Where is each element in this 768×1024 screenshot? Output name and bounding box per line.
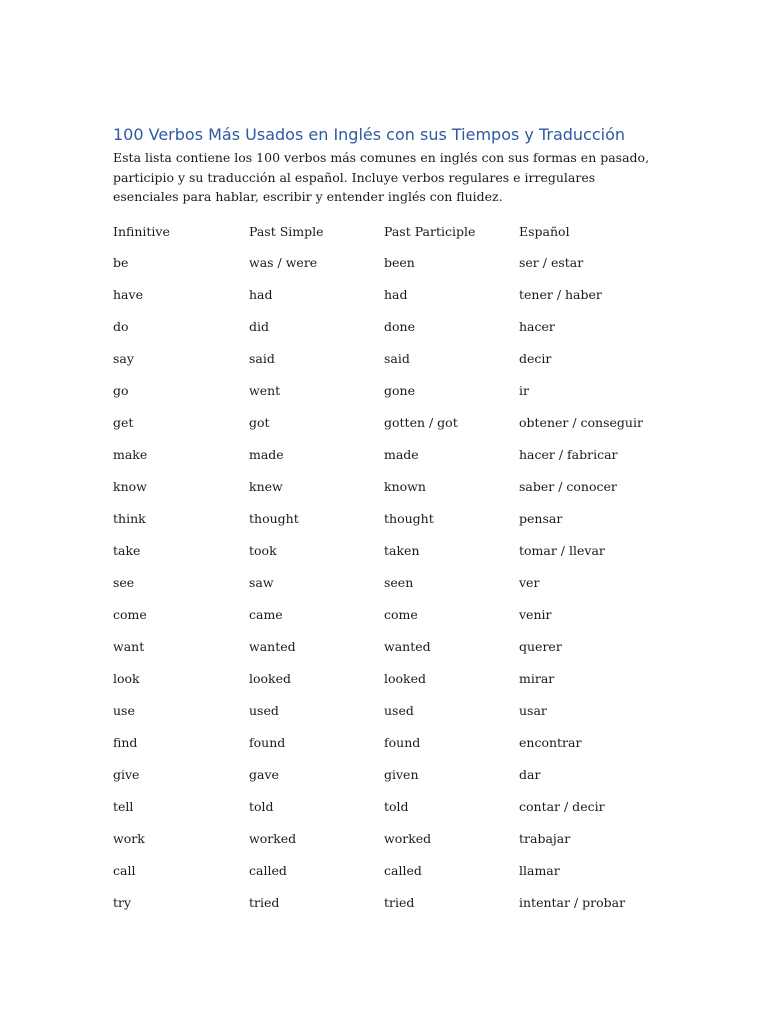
cell-past-simple: knew [249, 479, 283, 494]
cell-past-simple: saw [249, 575, 274, 590]
table-row [113, 439, 669, 471]
cell-past-simple: took [249, 543, 277, 558]
table-row [113, 887, 669, 919]
table-row [113, 727, 669, 759]
cell-espanol: mirar [519, 671, 555, 686]
cell-past-participle: called [384, 863, 422, 878]
header-espanol: Español [519, 224, 570, 239]
cell-espanol: trabajar [519, 831, 571, 846]
cell-past-participle: come [384, 607, 418, 622]
header-infinitive: Infinitive [113, 224, 170, 239]
cell-past-simple: went [249, 383, 281, 398]
cell-past-simple: gave [249, 767, 279, 782]
cell-infinitive: have [113, 287, 143, 302]
table-row [113, 663, 669, 695]
verbs-table [113, 217, 669, 919]
cell-infinitive: work [113, 831, 145, 846]
cell-past-participle: gone [384, 383, 415, 398]
table-row [113, 823, 669, 855]
cell-infinitive: want [113, 639, 145, 654]
cell-past-participle: gotten / got [384, 415, 458, 430]
cell-past-simple: worked [249, 831, 297, 846]
cell-espanol: tomar / llevar [519, 543, 605, 558]
table-row [113, 407, 669, 439]
cell-past-participle: used [384, 703, 414, 718]
cell-espanol: ir [519, 383, 529, 398]
table-row [113, 471, 669, 503]
cell-espanol: contar / decir [519, 799, 605, 814]
cell-past-simple: had [249, 287, 273, 302]
document-title: 100 Verbos Más Usados en Inglés con sus Tiempos y Traducción [113, 125, 626, 144]
cell-infinitive: take [113, 543, 141, 558]
cell-espanol: querer [519, 639, 562, 654]
cell-past-simple: wanted [249, 639, 296, 654]
cell-past-participle: looked [384, 671, 427, 686]
cell-past-participle: found [384, 735, 421, 750]
cell-espanol: hacer / fabricar [519, 447, 618, 462]
cell-past-simple: looked [249, 671, 292, 686]
cell-infinitive: be [113, 255, 129, 270]
table-row [113, 535, 669, 567]
cell-past-participle: wanted [384, 639, 431, 654]
document-page [113, 124, 673, 919]
cell-espanol: hacer [519, 319, 555, 334]
cell-infinitive: give [113, 767, 140, 782]
cell-past-simple: thought [249, 511, 299, 526]
cell-infinitive: call [113, 863, 136, 878]
table-row [113, 567, 669, 599]
table-row [113, 631, 669, 663]
cell-past-simple: used [249, 703, 279, 718]
table-row [113, 247, 669, 279]
cell-past-simple: got [249, 415, 270, 430]
cell-infinitive: go [113, 383, 129, 398]
table-row [113, 791, 669, 823]
cell-espanol: usar [519, 703, 547, 718]
cell-past-participle: been [384, 255, 415, 270]
cell-espanol: ser / estar [519, 255, 584, 270]
cell-past-simple: did [249, 319, 270, 334]
table-row [113, 279, 669, 311]
cell-espanol: llamar [519, 863, 560, 878]
table-row [113, 759, 669, 791]
verbs-table-body [113, 247, 669, 919]
cell-past-participle: taken [384, 543, 420, 558]
cell-past-simple: told [249, 799, 274, 814]
cell-infinitive: say [113, 351, 134, 366]
cell-past-participle: had [384, 287, 408, 302]
table-row [113, 375, 669, 407]
cell-past-simple: said [249, 351, 275, 366]
cell-infinitive: use [113, 703, 135, 718]
cell-past-participle: thought [384, 511, 434, 526]
cell-past-participle: tried [384, 895, 415, 910]
cell-infinitive: make [113, 447, 148, 462]
cell-espanol: venir [519, 607, 552, 622]
table-row [113, 855, 669, 887]
cell-infinitive: look [113, 671, 140, 686]
table-header-row [113, 217, 669, 247]
cell-past-participle: done [384, 319, 415, 334]
cell-past-simple: called [249, 863, 287, 878]
cell-espanol: obtener / conseguir [519, 415, 643, 430]
cell-infinitive: see [113, 575, 135, 590]
cell-past-simple: came [249, 607, 283, 622]
cell-espanol: tener / haber [519, 287, 602, 302]
cell-infinitive: find [113, 735, 138, 750]
table-row [113, 503, 669, 535]
cell-infinitive: do [113, 319, 129, 334]
cell-past-participle: known [384, 479, 426, 494]
table-row [113, 311, 669, 343]
cell-past-participle: told [384, 799, 409, 814]
cell-espanol: saber / conocer [519, 479, 617, 494]
cell-espanol: pensar [519, 511, 563, 526]
cell-past-simple: was / were [249, 255, 318, 270]
cell-past-simple: made [249, 447, 284, 462]
cell-espanol: ver [519, 575, 540, 590]
cell-infinitive: try [113, 895, 132, 910]
intro-paragraph: Esta lista contiene los 100 verbos más comunes en inglés con sus formas en pasado, participio y su traducción al español. Incluye verbos regulares e irregulares esenciales para hablar, escribir y entender inglés con fluidez. [113, 150, 650, 204]
cell-infinitive: tell [113, 799, 134, 814]
cell-past-participle: given [384, 767, 419, 782]
header-past-simple: Past Simple [249, 224, 324, 239]
cell-past-participle: made [384, 447, 419, 462]
cell-espanol: dar [519, 767, 541, 782]
header-past-participle: Past Participle [384, 224, 476, 239]
cell-infinitive: get [113, 415, 134, 430]
cell-infinitive: think [113, 511, 146, 526]
table-row [113, 695, 669, 727]
cell-espanol: intentar / probar [519, 895, 626, 910]
cell-past-participle: seen [384, 575, 414, 590]
cell-past-simple: found [249, 735, 286, 750]
cell-espanol: decir [519, 351, 552, 366]
cell-espanol: encontrar [519, 735, 582, 750]
cell-past-participle: worked [384, 831, 432, 846]
cell-past-simple: tried [249, 895, 280, 910]
table-row [113, 343, 669, 375]
cell-past-participle: said [384, 351, 410, 366]
cell-infinitive: come [113, 607, 147, 622]
table-row [113, 599, 669, 631]
cell-infinitive: know [113, 479, 147, 494]
